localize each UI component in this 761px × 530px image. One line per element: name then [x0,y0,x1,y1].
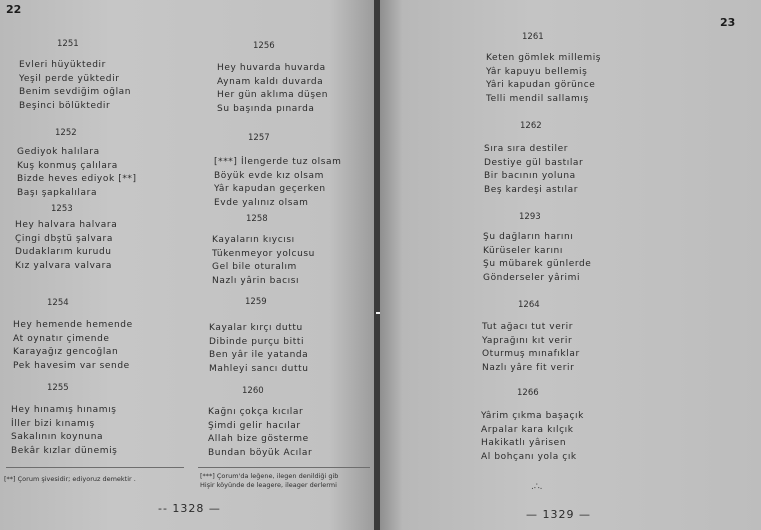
poem-number: 1261 [522,32,544,42]
poem-1293 [483,212,591,285]
poem-number: 1252 [55,128,77,138]
poem-line: Dibinde purçu bitti [209,336,305,347]
poem-line: Al bohçanı yola çık [481,451,577,462]
poem-number: 1258 [246,214,268,224]
folio-number: — 1329 — [526,508,591,521]
poem-line: Kayalar kırçı duttu [209,323,303,333]
poem-line: At oynatır çimende [13,333,110,344]
poem-1260 [208,386,312,460]
poem-number: 1251 [57,39,79,49]
poem-number: 1293 [519,212,541,222]
poem-line: Başı şapkalılara [17,187,98,198]
poem-line: Yârim çıkma başaçık [481,411,584,421]
poem-line: Sıra sıra destiler [484,144,569,154]
poem-1257 [214,133,341,210]
poem-line: Tükenmeyor yolcusu [212,248,315,259]
right-page-number: 23 [720,16,736,29]
poem-line: Hakikatlı yârisen [481,438,567,448]
poem-line: Hey halvara halvara [15,220,118,230]
poem-line: Arpalar kara kılçık [481,424,574,435]
poem-number: 1266 [517,388,539,398]
poem-1255 [11,383,117,458]
poem-line: Kayaların kıycısı [212,235,295,245]
poem-line: Yâr kapuyu bellemiş [486,66,588,77]
poem-line: Karayağız gencoğlan [13,347,119,357]
poem-line: Evleri hüyüktedir [19,60,106,70]
poem-number: 1255 [47,383,69,393]
poem-1264 [482,300,580,375]
poem-line: Nazlı yâre fit verir [482,362,575,373]
poem-line: Benim sevdiğim oğlan [19,87,132,97]
poem-line: Dudaklarım kurudu [15,247,112,257]
poem-1261 [486,32,601,106]
poem-line: Böyük evde kız olsam [214,170,325,181]
footnote: Hişir köyünde de leagere, ileager derlermi [200,481,337,489]
poem-line: Kürüseler karını [483,245,563,256]
poem-line: Kağnı çokça kıcılar [208,407,304,417]
poem-1253 [15,204,117,273]
poem-line: Gel bile oturalım [212,262,297,272]
poem-line: Sakalının koynuna [11,432,104,442]
poem-line: Telli mendil sallamış [486,93,589,104]
poem-line: Mahleyi sancı duttu [209,363,309,374]
poem-1262 [484,121,583,197]
footnote-rule [198,467,370,468]
poem-line: Su başında pınarda [217,103,315,114]
poem-line: Hey hemende hemende [13,320,133,330]
poem-line: Bekâr kızlar dünemiş [11,445,118,456]
poem-line: Hey hınamış hınamış [11,405,117,415]
poem-number: 1260 [242,386,264,396]
poem-line: Gediyok halılara [17,147,100,157]
poem-line: Şu mübarek günlerde [483,259,592,269]
poem-1266 [481,388,584,464]
poem-line: Hey huvarda huvarda [217,63,326,73]
left-page [0,0,374,530]
poem-line: Allah bize gösterme [208,434,309,444]
poem-line: Nazlı yârin bacısı [212,275,300,286]
footnote: [***] Çorum'da leğene, ilegen denildiği gib [200,472,339,480]
right-page [380,0,761,530]
poem-line: Beşinci bölüktedir [19,100,111,111]
poem-line: Kız yalvara valvara [15,260,113,271]
poem-number: 1253 [51,204,73,214]
poem-line: Şimdi gelir hacılar [208,420,301,431]
poem-1256 [217,41,328,116]
poem-number: 1262 [520,121,542,131]
poem-1258 [212,214,315,288]
poem-line: Kuş konmuş çalılara [17,160,118,171]
poem-number: 1254 [47,298,69,308]
poem-line: Evde yalınız olsam [214,197,309,208]
poem-line: Yeşil perde yüktedir [19,73,120,84]
poem-1259 [209,297,309,376]
poem-number: 1257 [248,133,270,143]
poem-number: 1264 [518,300,540,310]
poem-line: Gönderseler yârimi [483,272,581,283]
poem-line: Yâri kapudan görünce [486,80,596,90]
poem-line: Bundan böyük Acılar [208,447,313,458]
poem-line: Destiye gül bastılar [484,157,584,168]
poem-line: Her gün aklıma düşen [217,90,329,100]
poem-line: Bir bacının yoluna [484,171,576,181]
poem-line: Ben yâr ile yatanda [209,350,309,360]
folio-number: -- 1328 — [158,502,221,515]
poem-1251 [19,39,131,113]
poem-line: Yaprağını kıt verir [482,335,573,346]
poem-line: Bizde heves ediyok [**] [17,174,137,184]
ornament-dots: .∴. [531,482,543,492]
poem-1252 [17,128,137,200]
poem-line: Keten gömlek millemiş [486,53,602,63]
left-page-number: 22 [6,3,22,16]
footnote-rule [6,467,184,468]
poem-number: 1259 [245,297,267,307]
poem-1254 [13,298,133,373]
poem-number: 1256 [253,41,275,51]
poem-line: Aynam kaldı duvarda [217,76,324,87]
poem-line: [***] İlengerde tuz olsam [214,157,342,167]
poem-line: Tut ağacı tut verir [482,322,574,332]
poem-line: Çingi dbştü şalvara [15,233,113,244]
poem-line: Oturmuş mınafıklar [482,349,580,359]
footnote: [**] Çorum şivesidir; ediyoruz demektir . [4,475,136,483]
poem-line: İller bizi kınamış [11,418,95,429]
poem-line: Şu dağların harını [483,232,574,242]
poem-line: Pek havesim var sende [13,360,130,371]
poem-line: Yâr kapudan geçerken [214,184,326,194]
poem-line: Beş kardeşi astılar [484,184,579,195]
